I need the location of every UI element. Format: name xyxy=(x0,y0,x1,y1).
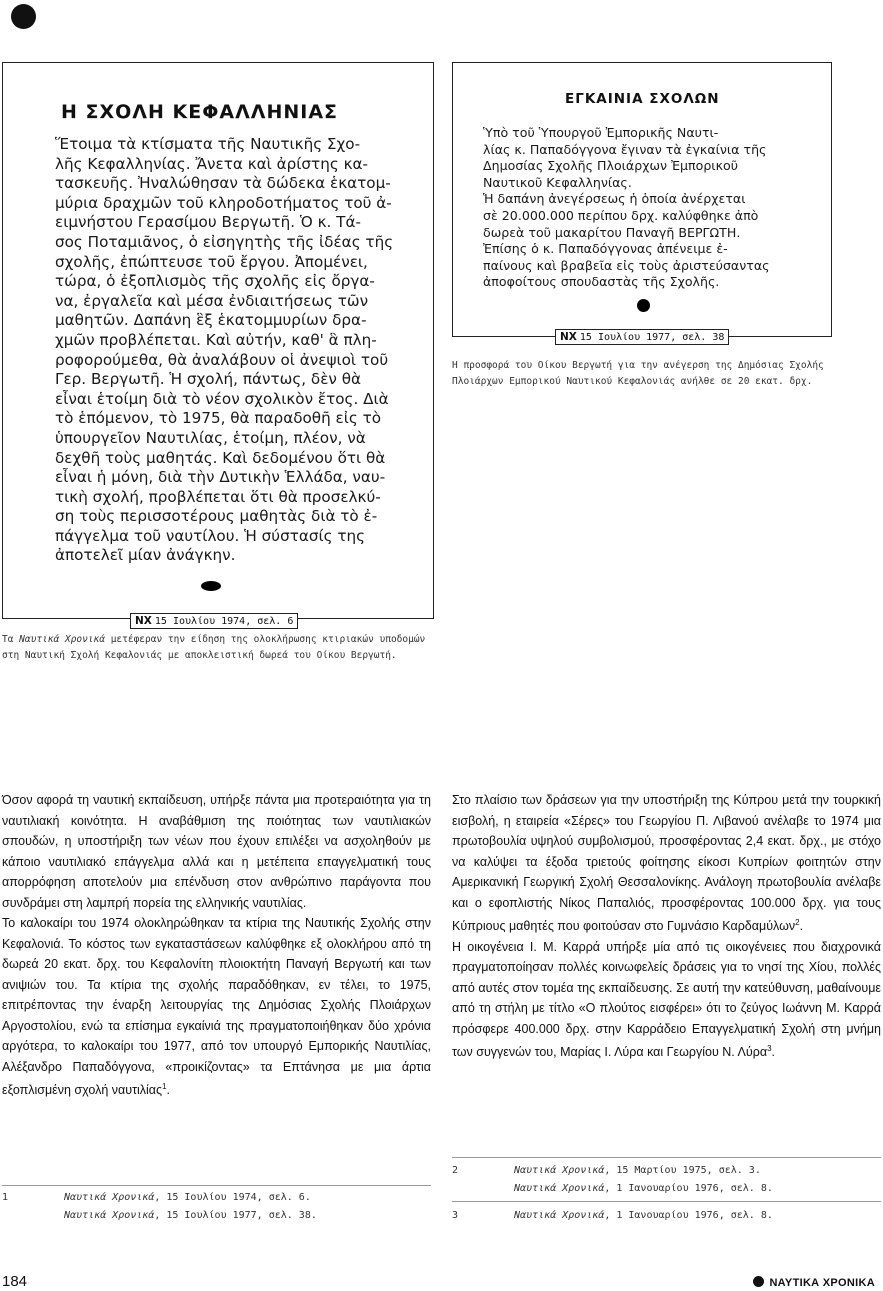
caption-right: Η προσφορά του Οίκου Βεργωτή για την ανέγερση της Δημόσιας Σχολής Πλοιάρχων Εμπορικού Ναυτικού Κεφαλονιάς ανήλθε σε 20 εκατ. δρχ. xyxy=(452,360,824,387)
publication-brand: ΝΑΥΤΙΚΑ ΧΡΟΝΙΚΑ xyxy=(753,1276,875,1289)
footnote-item: 2 Ναυτικά Χρονικά, 15 Μαρτίου 1975, σελ. 3. xyxy=(452,1165,761,1176)
clipping-line: ση τοὺς περισσοτέρους μαθητὰς διὰ τὸ ἐ- xyxy=(55,507,378,526)
clipping-line: τώρα, ὁ ἐξοπλισμὸς τῆς σχολῆς εἰς ὄργα- xyxy=(55,272,375,291)
clipping-end-dot-icon xyxy=(637,299,650,312)
clipping-body xyxy=(483,125,823,291)
clipping-source-tag: ΝΧ 15 Ιουλίου 1977, σελ. 38 xyxy=(555,329,729,345)
clipping-line: Γερ. Βεργωτῆ. Ἡ σχολή, πάντως, δὲν θὰ xyxy=(55,370,362,389)
clipping-body xyxy=(55,135,425,566)
newspaper-clipping-right xyxy=(452,62,832,337)
clipping-title: Η ΣΧΟΛΗ ΚΕΦΑΛΛΗΝΙΑΣ xyxy=(61,101,339,123)
brand-logo-icon xyxy=(11,4,36,29)
clipping-line: Ὑπὸ τοῦ Ὑπουργοῦ Ἐμπορικῆς Ναυτι- xyxy=(483,125,719,140)
clipping-line: ροφορούμεθα, θὰ ἀναλάβουν οἱ ἀνεψιοὶ τοῦ xyxy=(55,350,389,369)
clipping-line: δωρεὰ τοῦ μακαρίτου Παναγῆ ΒΕΡΓΩΤΗ. xyxy=(483,224,741,240)
newspaper-clipping-left xyxy=(2,62,434,619)
clipping-line: χμῶν προβλέπεται. Καὶ αὐτήν, καθ' ἃ πλη- xyxy=(55,330,377,349)
footnote-divider xyxy=(2,1185,431,1186)
paragraph: Η οικογένεια Ι. Μ. Καρρά υπήρξε μία από τις οικογένειες που διαχρονικά πραγματοποίησαν πολλές κοινωφελείς δράσεις για το νησί της Χίου, πολλές από αυτές στον τομέα της εκπαίδευσης. Σε αυτή την κατεύθυνση, μαθαίνουμε από τη στήλη με τίτλο «Ο πλούτος εισφέρει» ότι το ζεύγος Ιωάννη Μ. Καρρά πρόσφερε 400.000 δρχ. στην Καρράδειο Επαγγελματική Σχολή στη μνήμη των συγγενών του, Μαρίας Ι. Λύρα και Γεωργίου Ν. Λύρα$^3$. xyxy=(452,939,881,1060)
clipping-line: ἀποφοίτους σπουδαστὰς τῆς Σχολῆς. xyxy=(483,274,720,290)
caption-left: Τα Ναυτικά Χρονικά μετέφεραν την είδηση της ολοκλήρωσης κτιριακών υποδομών στη Ναυτική Σχολή Κεφαλονιάς με αποκλειστική δωρεά του Οίκου Βεργωτή. xyxy=(2,634,426,661)
clipping-line: σος Ποταμιᾶνος, ὁ εἰσηγητὴς τῆς ἰδέας τῆς xyxy=(55,232,394,251)
footnote-divider xyxy=(452,1157,881,1158)
clipping-line: μύρια δραχμῶν τοῦ κληροδοτήματος τοῦ ἀ- xyxy=(55,193,392,212)
clipping-line: σὲ 20.000.000 περίπου δρχ. καλύφθηκε ἀπὸ xyxy=(483,207,759,223)
page-number: 184 xyxy=(2,1273,28,1290)
clipping-line: δεχθῆ τοὺς μαθητάς. Καὶ δεδομένου ὅτι θὰ xyxy=(55,448,386,467)
footnote-item: 3 Ναυτικά Χρονικά, 1 Ιανουαρίου 1976, σελ. 8. xyxy=(452,1210,773,1221)
clipping-line: να, ἐργαλεῖα καὶ μέσα ἐνδιαιτήσεως τῶν xyxy=(55,291,369,310)
clipping-line: Δημοσίας Σχολῆς Πλοιάρχων Ἐμπορικοῦ xyxy=(483,158,738,174)
clipping-line: Ἕτοιμα τὰ κτίσματα τῆς Ναυτικῆς Σχο- xyxy=(55,135,361,153)
clipping-line: λῆς Κεφαλληνίας. Ἄνετα καὶ ἀρίστης κα- xyxy=(55,154,369,173)
paragraph: Το καλοκαίρι του 1974 ολοκληρώθηκαν τα κτίρια της Ναυτικής Σχολής στην Κεφαλονιά. Το κόστος των εγκαταστάσεων καλύφθηκε εξ ολοκλήρου από τη δωρεά 20 εκατ. δρχ. του Κεφαλονίτη πλοιοκτήτη Παναγή Βεργωτή και των ανιψιών του. Τα κτίρια της σχολής παραδόθηκαν, εν τέλει, το 1975, επιτρέποντας την έναρξη λειτουργίας της Δημόσιας Σχολής Πλοιάρχων Αργοστολίου, ενώ τα επίσημα εγκαίνιά της πραγματοποιήθηκαν δύο χρόνια αργότερα, το καλοκαίρι του 1977, από τον υπουργό Εμπορικής Ναυτιλίας, Αλέξανδρο Παπαδόγγονα, «προικίζοντας» τα Επτάνησα με μια άρτια εξοπλισμένη σχολή ναυτιλίας$^1$. xyxy=(2,916,431,1098)
clipping-line: τασκευῆς. Ἠναλώθησαν τὰ δώδεκα ἑκατομ- xyxy=(55,174,391,193)
clipping-line: ειμνήστου Γερασίμου Βεργωτῆ. Ὁ κ. Τά- xyxy=(55,213,361,232)
clipping-line: ἀποτελεῖ μίαν ἀνάγκην. xyxy=(55,546,236,565)
footnote-item: 1 Ναυτικά Χρονικά, 15 Ιουλίου 1974, σελ. 6. xyxy=(2,1192,311,1203)
footnote-ref: 3 xyxy=(767,1044,772,1054)
clipping-line: πάγγελμα τοῦ ναυτίλου. Ἡ σύστασίς της xyxy=(55,526,366,545)
clipping-line: παίνους καὶ βραβεῖα εἰς τοὺς ἀριστεύσαντας xyxy=(483,257,770,273)
clipping-title: ΕΓΚΑΙΝΙΑ ΣΧΟΛΩΝ xyxy=(565,91,720,107)
clipping-line: εἶναι ἡ μόνη, διὰ τὴν Δυτικὴν Ἑλλάδα, ναυ- xyxy=(55,468,386,487)
clipping-line: λίας κ. Παπαδόγγονα ἔγιναν τὰ ἐγκαίνια τῆς xyxy=(483,141,767,157)
footnote-divider xyxy=(452,1201,881,1202)
clipping-line: μαθητῶν. Δαπάνη ἓξ ἑκατομμυρίων δρα- xyxy=(55,311,367,330)
paragraph: Στο πλαίσιο των δράσεων για την υποστήριξη της Κύπρου μετά την τουρκική εισβολή, η εταιρεία «Σέρες» του Γεωργίου Π. Λιβανού ανέλαβε το 1974 μια πρωτοβουλία υψηλού συμβολισμού, προσφέροντας 2,4 εκατ. δρχ., με στόχο να καλύψει τα έξοδα τριετούς φοίτησης είκοσι Κυπρίων φοιτητών στην Αμερικανική Γεωργική Σχολή Θεσσαλονίκης. Ανάλογη πρωτοβουλία ανέλαβε και ο εφοπλιστής Νίκος Παπαλιός, προσφέροντας 100.000 δρχ. για τους Κύπριους μαθητές που φοιτούσαν στο Γυμνάσιο Καρδαμύλων$^2$. xyxy=(452,793,881,934)
clipping-end-dot-icon xyxy=(201,581,221,591)
clipping-line: Ἐπίσης ὁ κ. Παπαδόγγονας ἀπένειμε ἐ- xyxy=(483,241,728,257)
clipping-line: τικὴ σχολή, προβλέπεται ὅτι θὰ προσελκύ- xyxy=(55,487,381,506)
article-column-right xyxy=(452,790,881,1063)
footnote-item: Ναυτικά Χρονικά, 1 Ιανουαρίου 1976, σελ. 8. xyxy=(514,1183,773,1194)
footnote-ref: 1 xyxy=(162,1082,167,1091)
clipping-line: Ναυτικοῦ Κεφαλληνίας. xyxy=(483,174,632,190)
footnote-item: Ναυτικά Χρονικά, 15 Ιουλίου 1977, σελ. 38. xyxy=(64,1210,317,1221)
clipping-line: Ἡ δαπάνη ἀνεγέρσεως ἡ ὁποία ἀνέρχεται xyxy=(483,191,746,207)
clipping-line: ὑπουργεῖον Ναυτιλίας, ἑτοίμη, πλέον, νὰ xyxy=(55,428,366,447)
article-column-left xyxy=(2,790,431,1101)
clipping-line: σχολῆς, ἐπώπτευσε τοῦ ἔργου. Ἀπομένει, xyxy=(55,252,368,271)
clipping-line: τὸ ἑπόμενον, τὸ 1975, θὰ παραδοθῆ εἰς τὸ xyxy=(55,409,382,428)
paragraph: Όσον αφορά τη ναυτική εκπαίδευση, υπήρξε πάντα μια προτεραιότητα για τη ναυτιλιακή κοινότητα. Η αναβάθμιση της ποιότητας των ναυτιλιακών σπουδών, η υποστήριξη των νέων που έχουν επιλέξει να ασχοληθούν με κάποιο ναυτιλιακό επάγγελμα αλλά και η μετέπειτα επαγγελματική τους απορρόφηση αποτελούν μια επένδυση στον ανθρώπινο παράγοντα που συνδράμει στη λαμπρή πορεία της ελληνικής ναυτιλίας. xyxy=(2,793,431,910)
clipping-source-tag: ΝΧ 15 Ιουλίου 1974, σελ. 6 xyxy=(130,613,298,629)
clipping-line: εἶναι ἑτοίμη διὰ τὸ νέον σχολικὸν ἔτος. Διὰ xyxy=(55,389,389,408)
footnote-ref: 2 xyxy=(795,918,800,927)
brand-logo-icon xyxy=(753,1276,764,1287)
